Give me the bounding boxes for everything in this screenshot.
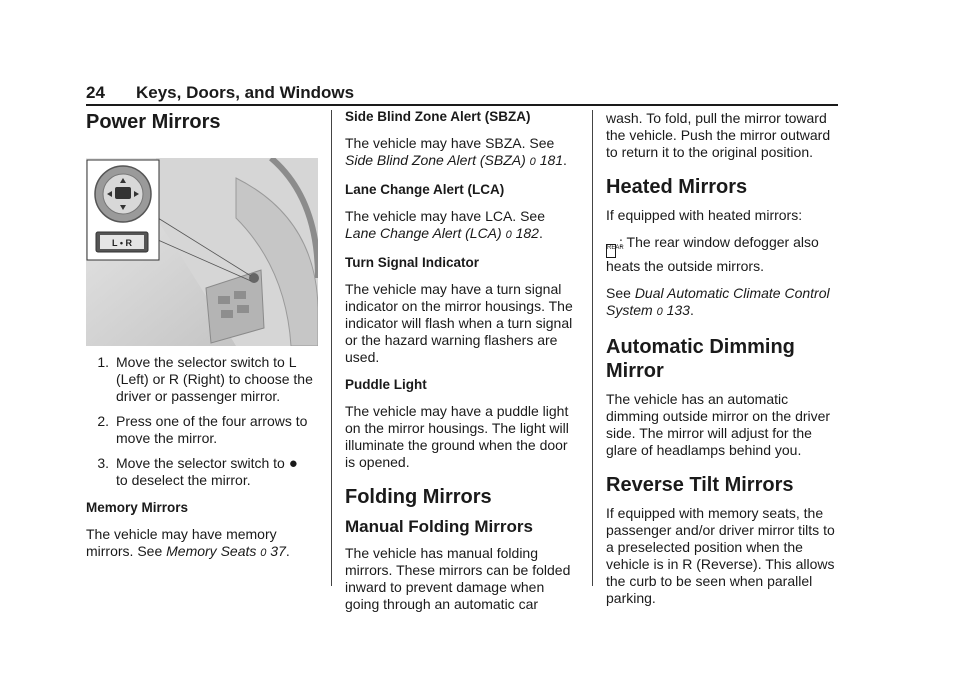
page-number: 24 [86, 83, 105, 102]
column-3 [606, 110, 840, 617]
turn-signal-heading: Turn Signal Indicator [345, 255, 480, 270]
reverse-tilt-text: If equipped with memory seats, the passenger and/or driver mirror tilts to a preselected position when the vehicle is in R (Reverse). This allows the curb to be seen when parallel parking. [606, 505, 835, 606]
climate-control-link[interactable]: Dual Automatic Climate Control System 0 133 [606, 285, 830, 318]
memory-seats-link[interactable]: Memory Seats 0 37 [166, 543, 286, 559]
puddle-light-heading: Puddle Light [345, 377, 427, 392]
column-1 [86, 110, 321, 572]
defogger-text: REAR: The rear window defogger also heats the outside mirrors. [606, 234, 819, 274]
step-2: 2. Press one of the four arrows to move the mirror. [97, 413, 308, 446]
xref-arrow-icon: 0 [260, 547, 267, 559]
column-divider-2 [592, 110, 593, 586]
chapter-title: Keys, Doors, and Windows [136, 83, 355, 102]
memory-mirrors-heading: Memory Mirrors [86, 500, 189, 515]
lca-link[interactable]: Lane Change Alert (LCA) 0 182 [345, 225, 539, 241]
switch-label-lr: L • R [112, 238, 132, 248]
rear-defogger-icon: REAR [606, 244, 616, 258]
step-3: 3. Move the selector switch to ● to deselect the mirror. [97, 455, 298, 488]
step-list [86, 354, 321, 489]
turn-signal-text: The vehicle may have a turn signal indicator on the mirror housings. The indicator will flash when a turn signal or the hazard warning flashers are used. [345, 281, 573, 365]
lca-heading: Lane Change Alert (LCA) [345, 182, 505, 197]
heated-mirrors-text: If equipped with heated mirrors: [606, 207, 803, 223]
power-mirrors-heading: Power Mirrors [86, 111, 221, 133]
sbza-link[interactable]: Side Blind Zone Alert (SBZA) 0 181 [345, 152, 564, 168]
page-header [86, 83, 354, 103]
mirror-control-switch-illustration [86, 158, 318, 346]
column-divider-1 [331, 110, 332, 586]
climate-reference: See Dual Automatic Climate Control System 0 133. [606, 285, 830, 318]
folding-mirrors-heading: Folding Mirrors [345, 486, 492, 508]
manual-folding-text: The vehicle has manual folding mirrors. These mirrors can be folded inward to prevent damage when going through an automatic car [345, 545, 571, 612]
reverse-tilt-heading: Reverse Tilt Mirrors [606, 474, 794, 496]
heated-mirrors-heading: Heated Mirrors [606, 176, 748, 198]
off-position-dot-icon: ● [288, 455, 298, 472]
xref-arrow-icon: 0 [656, 306, 663, 318]
header-rule [86, 104, 838, 106]
manual-folding-heading: Manual Folding Mirrors [345, 517, 533, 536]
column-2 [345, 108, 581, 623]
xref-arrow-icon: 0 [529, 156, 536, 168]
sbza-heading: Side Blind Zone Alert (SBZA) [345, 109, 531, 124]
lca-text: The vehicle may have LCA. See Lane Change Alert (LCA) 0 182. [345, 208, 545, 241]
step-1: 1. Move the selector switch to L (Left) or R (Right) to choose the driver or passenger mirror. [97, 354, 313, 404]
memory-mirrors-text: The vehicle may have memory mirrors. See Memory Seats 0 37. [86, 526, 290, 559]
sbza-text: The vehicle may have SBZA. See Side Blind Zone Alert (SBZA) 0 181. [345, 135, 567, 168]
manual-folding-text-continued: wash. To fold, pull the mirror toward the vehicle. Push the mirror outward to return it to the original position. [606, 110, 831, 160]
puddle-light-text: The vehicle may have a puddle light on the mirror housings. The light will illuminate the ground when the door is opened. [345, 403, 569, 470]
auto-dimming-heading: Automatic Dimming Mirror [606, 336, 795, 382]
auto-dimming-text: The vehicle has an automatic dimming outside mirror on the driver side. The mirror will adjust for the glare of headlamps behind you. [606, 391, 831, 458]
xref-arrow-icon: 0 [505, 229, 512, 241]
